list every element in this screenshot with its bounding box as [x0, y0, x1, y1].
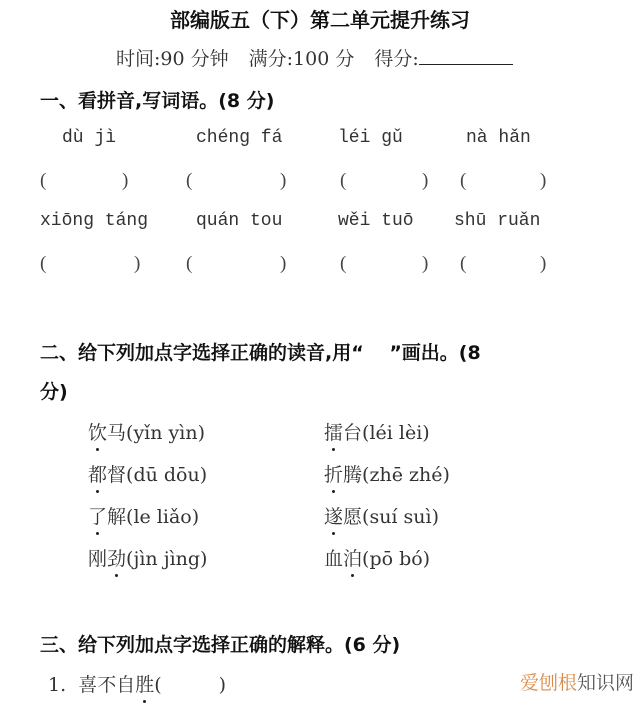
answer-paren-open: ( [340, 170, 347, 191]
section1-heading: 一、看拼音,写词语。(8 分) [40, 90, 275, 112]
answer-paren-open: ( [460, 253, 467, 274]
reading-item-7: 刚劲(jìn jìng) [88, 544, 207, 571]
answer-paren-open: ( [460, 170, 467, 191]
reading-options[interactable]: (léi lèi) [362, 422, 430, 444]
answer-paren-open: ( [186, 170, 193, 191]
document-title: 部编版五（下）第二单元提升练习 [170, 8, 470, 32]
answer-paren-open: ( [40, 170, 47, 191]
dotted-char: 遂 [324, 502, 343, 529]
dotted-char: 劲 [107, 544, 126, 571]
answer-paren-open: ( [186, 253, 193, 274]
reading-options[interactable]: (le liǎo) [126, 506, 200, 528]
dotted-char: 了 [88, 502, 107, 529]
reading-options[interactable]: (pō bó) [362, 548, 431, 570]
pinyin-1-1: dù jì [62, 128, 117, 148]
reading-item-2: 擂台(léi lèi) [324, 418, 430, 445]
pinyin-1-2: chéng fá [196, 128, 283, 148]
meaning-item-1: 1. 喜不自胜( ) [48, 670, 226, 697]
answer-paren-open: ( [340, 253, 347, 274]
score-label: 得分: [374, 48, 419, 70]
reading-options[interactable]: (jìn jìng) [126, 548, 208, 570]
answer-paren-close: ) [540, 170, 547, 191]
time-label: 时间:90 分钟 [116, 48, 229, 70]
item-number: 1. [48, 674, 67, 696]
reading-item-6: 遂愿(suí suì) [324, 502, 439, 529]
section3-heading: 三、给下列加点字选择正确的解释。(6 分) [40, 634, 401, 656]
dotted-char: 都 [88, 460, 107, 487]
reading-item-3: 都督(dū dōu) [88, 460, 207, 487]
reading-options[interactable]: (zhē zhé) [362, 464, 450, 486]
reading-item-8: 血泊(pō bó) [324, 544, 430, 571]
answer-paren-close: ) [422, 170, 429, 191]
pinyin-2-1: xiōng táng [40, 211, 149, 231]
reading-item-1: 饮马(yǐn yìn) [88, 418, 205, 445]
pinyin-2-2: quán tou [196, 211, 283, 231]
answer-paren-close: ) [422, 253, 429, 274]
exam-meta [116, 44, 513, 71]
answer-paren-open: ( [40, 253, 47, 274]
pinyin-1-4: nà hǎn [466, 128, 531, 148]
answer-paren-close: ) [122, 170, 129, 191]
watermark: 爱刨根知识网 [519, 672, 634, 694]
reading-item-5: 了解(le liǎo) [88, 502, 199, 529]
reading-options[interactable]: (suí suì) [362, 506, 440, 528]
pinyin-2-4: shū ruǎn [454, 211, 541, 231]
answer-paren-close: ) [280, 253, 287, 274]
pinyin-2-3: wěi tuō [338, 211, 414, 231]
dotted-char: 折 [324, 460, 343, 487]
pinyin-1-3: léi gǔ [338, 128, 403, 148]
dotted-char: 擂 [324, 418, 343, 445]
reading-options[interactable]: (yǐn yìn) [126, 422, 205, 444]
answer-paren-close: ) [280, 170, 287, 191]
answer-blank[interactable]: ( ) [154, 674, 227, 696]
full-score-label: 满分:100 分 [248, 48, 355, 70]
dotted-char: 胜 [135, 670, 154, 697]
section2-heading-line1: 二、给下列加点字选择正确的读音,用“ ”画出。(8 [40, 342, 481, 364]
section2-heading-line2: 分) [40, 381, 68, 403]
dotted-char: 泊 [343, 544, 362, 571]
answer-paren-close: ) [540, 253, 547, 274]
answer-paren-close: ) [134, 253, 141, 274]
reading-options[interactable]: (dū dōu) [126, 464, 208, 486]
reading-item-4: 折腾(zhē zhé) [324, 460, 450, 487]
score-blank[interactable] [419, 46, 513, 65]
dotted-char: 饮 [88, 418, 107, 445]
